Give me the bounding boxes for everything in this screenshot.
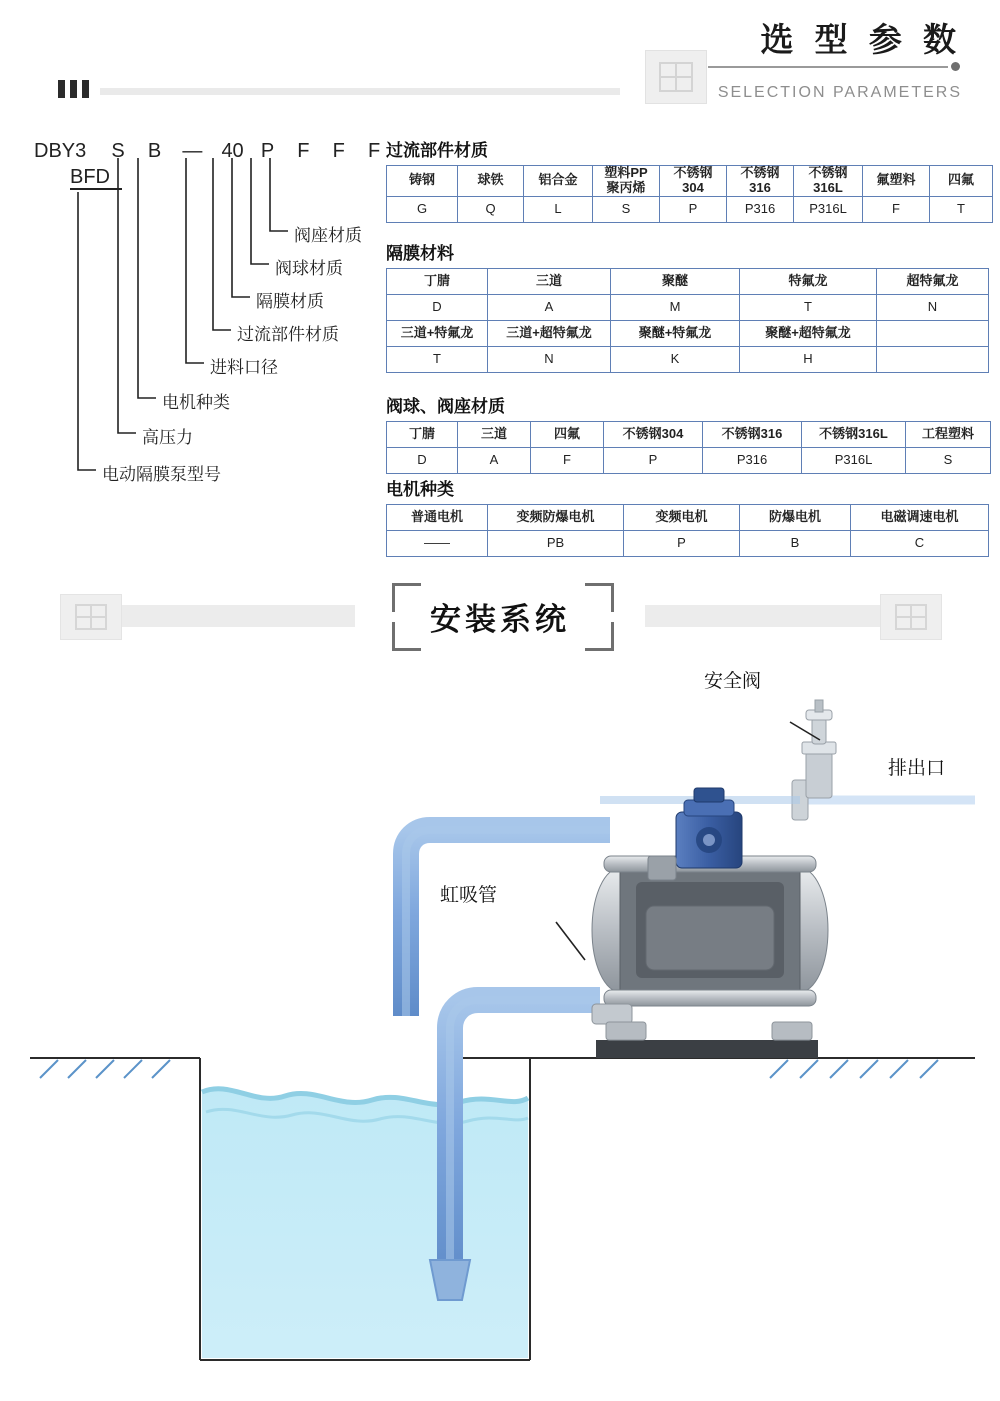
- table-row: [387, 422, 991, 448]
- cell: D: [387, 448, 458, 474]
- code-part-2: B: [147, 140, 162, 162]
- cell: P316: [703, 448, 802, 474]
- cell: F: [863, 196, 930, 222]
- cell: 变频防爆电机: [488, 505, 624, 531]
- callout-high-pressure: 高压力: [142, 428, 193, 447]
- cell: 不锈钢 304: [660, 166, 727, 197]
- decor-bars: [58, 80, 89, 98]
- cell: T: [740, 295, 877, 321]
- cell: C: [851, 531, 989, 557]
- cell: 三道: [488, 269, 611, 295]
- cell: 铝合金: [524, 166, 593, 197]
- model-code-block: [26, 136, 381, 556]
- cell: A: [458, 448, 531, 474]
- cell: 不锈钢304: [604, 422, 703, 448]
- cell: PB: [488, 531, 624, 557]
- cell: T: [930, 196, 993, 222]
- cell: 四氟: [930, 166, 993, 197]
- label-siphon-pipe: 虹吸管: [440, 885, 498, 906]
- table-row: [387, 321, 989, 347]
- header-gray-line: [100, 88, 620, 95]
- section-title-wetted-parts: 过流部件材质: [386, 141, 488, 160]
- code-part-0: DBY3: [34, 140, 87, 162]
- section-valve-materials: [386, 392, 991, 474]
- section-wetted-parts: [386, 136, 993, 223]
- cell: 不锈钢 316: [727, 166, 794, 197]
- cell: P: [660, 196, 727, 222]
- table-row: [387, 196, 993, 222]
- cell: N: [877, 295, 989, 321]
- cell: 聚醚: [611, 269, 740, 295]
- cell: 氟塑料: [863, 166, 930, 197]
- code-part-5: P: [260, 140, 275, 162]
- cell: 超特氟龙: [877, 269, 989, 295]
- cell: L: [524, 196, 593, 222]
- watermark-stamp-icon: [645, 50, 707, 104]
- diaphragm-pump-graphic: [592, 788, 828, 1040]
- table-row: [387, 295, 989, 321]
- cell: 普通电机: [387, 505, 488, 531]
- callout-inlet-diameter: 进料口径: [210, 358, 278, 377]
- cell-empty: [877, 347, 989, 373]
- code-part-1: S: [111, 140, 125, 162]
- cell: N: [488, 347, 611, 373]
- code-part-7: F: [332, 140, 345, 162]
- table-wetted-parts: [386, 165, 993, 223]
- installation-diagram: [0, 660, 1000, 1396]
- page-subtitle: SELECTION PARAMETERS: [717, 84, 962, 101]
- table-row: [387, 505, 989, 531]
- cell: S: [593, 196, 660, 222]
- cell: P: [604, 448, 703, 474]
- callout-motor-type: 电机种类: [162, 393, 230, 412]
- table-diaphragm: [386, 268, 989, 373]
- cell: B: [740, 531, 851, 557]
- page-header: [0, 0, 1000, 120]
- cell: 防爆电机: [740, 505, 851, 531]
- cell: 不锈钢 316L: [794, 166, 863, 197]
- installation-drawing: [0, 660, 1000, 1396]
- table-row: [387, 448, 991, 474]
- cell: F: [531, 448, 604, 474]
- cell: 铸钢: [387, 166, 458, 197]
- section-title-valve-materials: 阀球、阀座材质: [386, 397, 505, 416]
- section-title-diaphragm: 隔膜材料: [386, 244, 454, 263]
- cell: 特氟龙: [740, 269, 877, 295]
- callout-valve-seat-material: 阀座材质: [294, 226, 362, 245]
- cell: 工程塑料: [906, 422, 991, 448]
- cell: 四氟: [531, 422, 604, 448]
- label-outlet: 排出口: [888, 758, 946, 779]
- section-diaphragm: [386, 239, 989, 373]
- cell-empty: [877, 321, 989, 347]
- cell: S: [906, 448, 991, 474]
- cell: K: [611, 347, 740, 373]
- section-motor-type: [386, 475, 989, 557]
- cell: 不锈钢316: [703, 422, 802, 448]
- cell: D: [387, 295, 488, 321]
- cell: 不锈钢316L: [802, 422, 906, 448]
- code-part-3: —: [182, 140, 203, 162]
- banner-title: 安装系统: [430, 602, 570, 637]
- title-dot: [951, 62, 960, 71]
- callout-wetted-parts-material: 过流部件材质: [237, 325, 339, 344]
- table-valve-materials: [386, 421, 991, 474]
- cell: 丁腈: [387, 269, 488, 295]
- cell: 塑料PP 聚丙烯: [593, 166, 660, 197]
- table-row: [387, 531, 989, 557]
- cell: 变频电机: [624, 505, 740, 531]
- cell: P: [624, 531, 740, 557]
- callout-valve-ball-material: 阀球材质: [275, 259, 343, 278]
- callout-diaphragm-material: 隔膜材质: [256, 292, 324, 311]
- cell: 丁腈: [387, 422, 458, 448]
- table-row: [387, 269, 989, 295]
- callout-pump-model: 电动隔膜泵型号: [102, 465, 221, 484]
- cell: 聚醚+超特氟龙: [740, 321, 877, 347]
- cell: 电磁调速电机: [851, 505, 989, 531]
- label-safety-valve: 安全阀: [704, 671, 762, 692]
- safety-valve-graphic: [802, 700, 836, 798]
- cell: 球铁: [458, 166, 524, 197]
- cell: ——: [387, 531, 488, 557]
- leader-lines: [26, 136, 376, 556]
- page-title: 选 型 参 数: [760, 21, 962, 58]
- cell: 三道+超特氟龙: [488, 321, 611, 347]
- cell: P316: [727, 196, 794, 222]
- code-part-8: F: [367, 140, 381, 162]
- table-motor-type: [386, 504, 989, 557]
- cell: Q: [458, 196, 524, 222]
- cell: 聚醚+特氟龙: [611, 321, 740, 347]
- cell: 三道: [458, 422, 531, 448]
- code-part-4: 40: [221, 140, 244, 162]
- cell: P316L: [802, 448, 906, 474]
- cell: M: [611, 295, 740, 321]
- cell: 三道+特氟龙: [387, 321, 488, 347]
- title-rule: [708, 66, 948, 68]
- cell: G: [387, 196, 458, 222]
- code-part-6: F: [297, 140, 310, 162]
- cell: T: [387, 347, 488, 373]
- cell: H: [740, 347, 877, 373]
- table-row: [387, 166, 993, 197]
- table-row: [387, 347, 989, 373]
- section-title-motor-type: 电机种类: [386, 480, 454, 499]
- cell: P316L: [794, 196, 863, 222]
- cell: A: [488, 295, 611, 321]
- model-secondary-code: BFD: [70, 166, 110, 188]
